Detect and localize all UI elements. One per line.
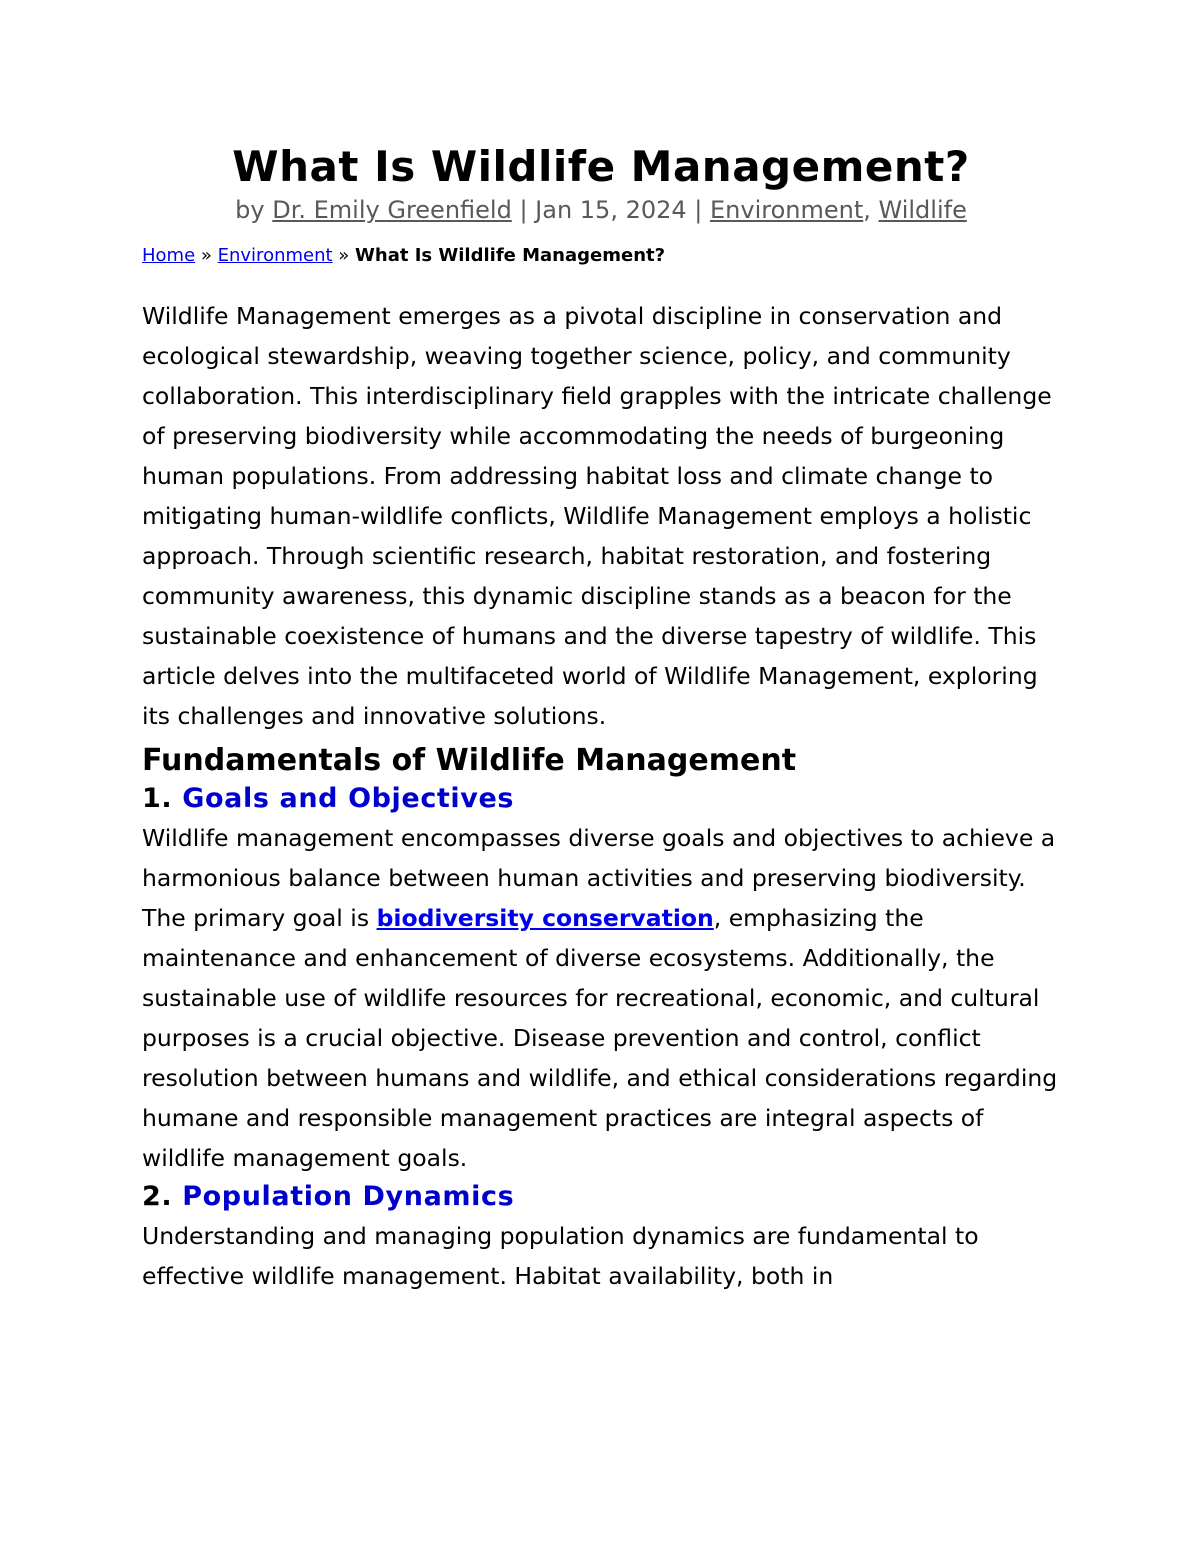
publish-date: Jan 15, 2024 [535,196,687,224]
breadcrumb-home-link[interactable]: Home [142,245,196,266]
subsection-heading-population [142,1178,1060,1216]
article-title: What Is Wildlife Management? [232,142,970,191]
subsection-heading-goals [142,780,1060,818]
byline-separator: | [511,196,536,224]
goals-paragraph [142,818,1060,1178]
author-link[interactable]: Dr. Emily Greenfield [272,196,512,224]
article [142,140,1060,1296]
paragraph-text: , emphasizing the maintenance and enhancement of diverse ecosystems. Additionally, the sustainable use of wildlife resources for recreational, economic, and cultural purposes is a crucial objective. Disease prevention and control, conflict resolution between humans and wildlife, and ethical considerations regarding humane and responsible management practices are integral aspects of wildlife management goals. [142,904,1058,1172]
subsection-number: 2. [142,1181,183,1212]
subsection-label: Population Dynamics [182,1181,515,1212]
paragraph-text: Wildlife management encompasses diverse goals and objectives to achieve a harmonious balance between human activities and preserving biodiversity. The primary goal is [142,824,1056,932]
category-link-environment[interactable]: Environment [710,196,864,224]
biodiversity-conservation-link[interactable]: biodiversity conservation [376,904,714,932]
population-paragraph: Understanding and managing population dynamics are fundamental to effective wildlife management. Habitat availability, both in [142,1222,979,1290]
byline-prefix: by [235,196,273,224]
byline-separator: | [686,196,710,224]
breadcrumb-separator: » [195,245,218,266]
byline [142,194,1060,226]
subsection-number: 1. [142,783,183,814]
subsection-label: Goals and Objectives [182,783,515,814]
breadcrumb [142,244,1060,268]
intro-paragraph: Wildlife Management emerges as a pivotal discipline in conservation and ecological stewardship, weaving together science, policy, and community collaboration. This interdisciplinary field grapples with the intricate challenge of preserving biodiversity while accommodating the needs of burgeoning human populations. From addressing habitat loss and climate change to mitigating human-wildlife conflicts, Wildlife Management employs a holistic approach. Through scientific research, habitat restoration, and fostering community awareness, this dynamic discipline stands as a beacon for the sustainable coexistence of humans and the diverse tapestry of wildlife. This article delves into the multifaceted world of Wildlife Management, exploring its challenges and innovative solutions. [142,302,1052,730]
breadcrumb-environment-link[interactable]: Environment [217,245,333,266]
category-separator: , [863,196,879,224]
breadcrumb-current: What Is Wildlife Management? [355,245,666,266]
category-link-wildlife[interactable]: Wildlife [878,196,967,224]
section-heading: Fundamentals of Wildlife Management [142,743,797,778]
breadcrumb-separator: » [332,245,356,266]
